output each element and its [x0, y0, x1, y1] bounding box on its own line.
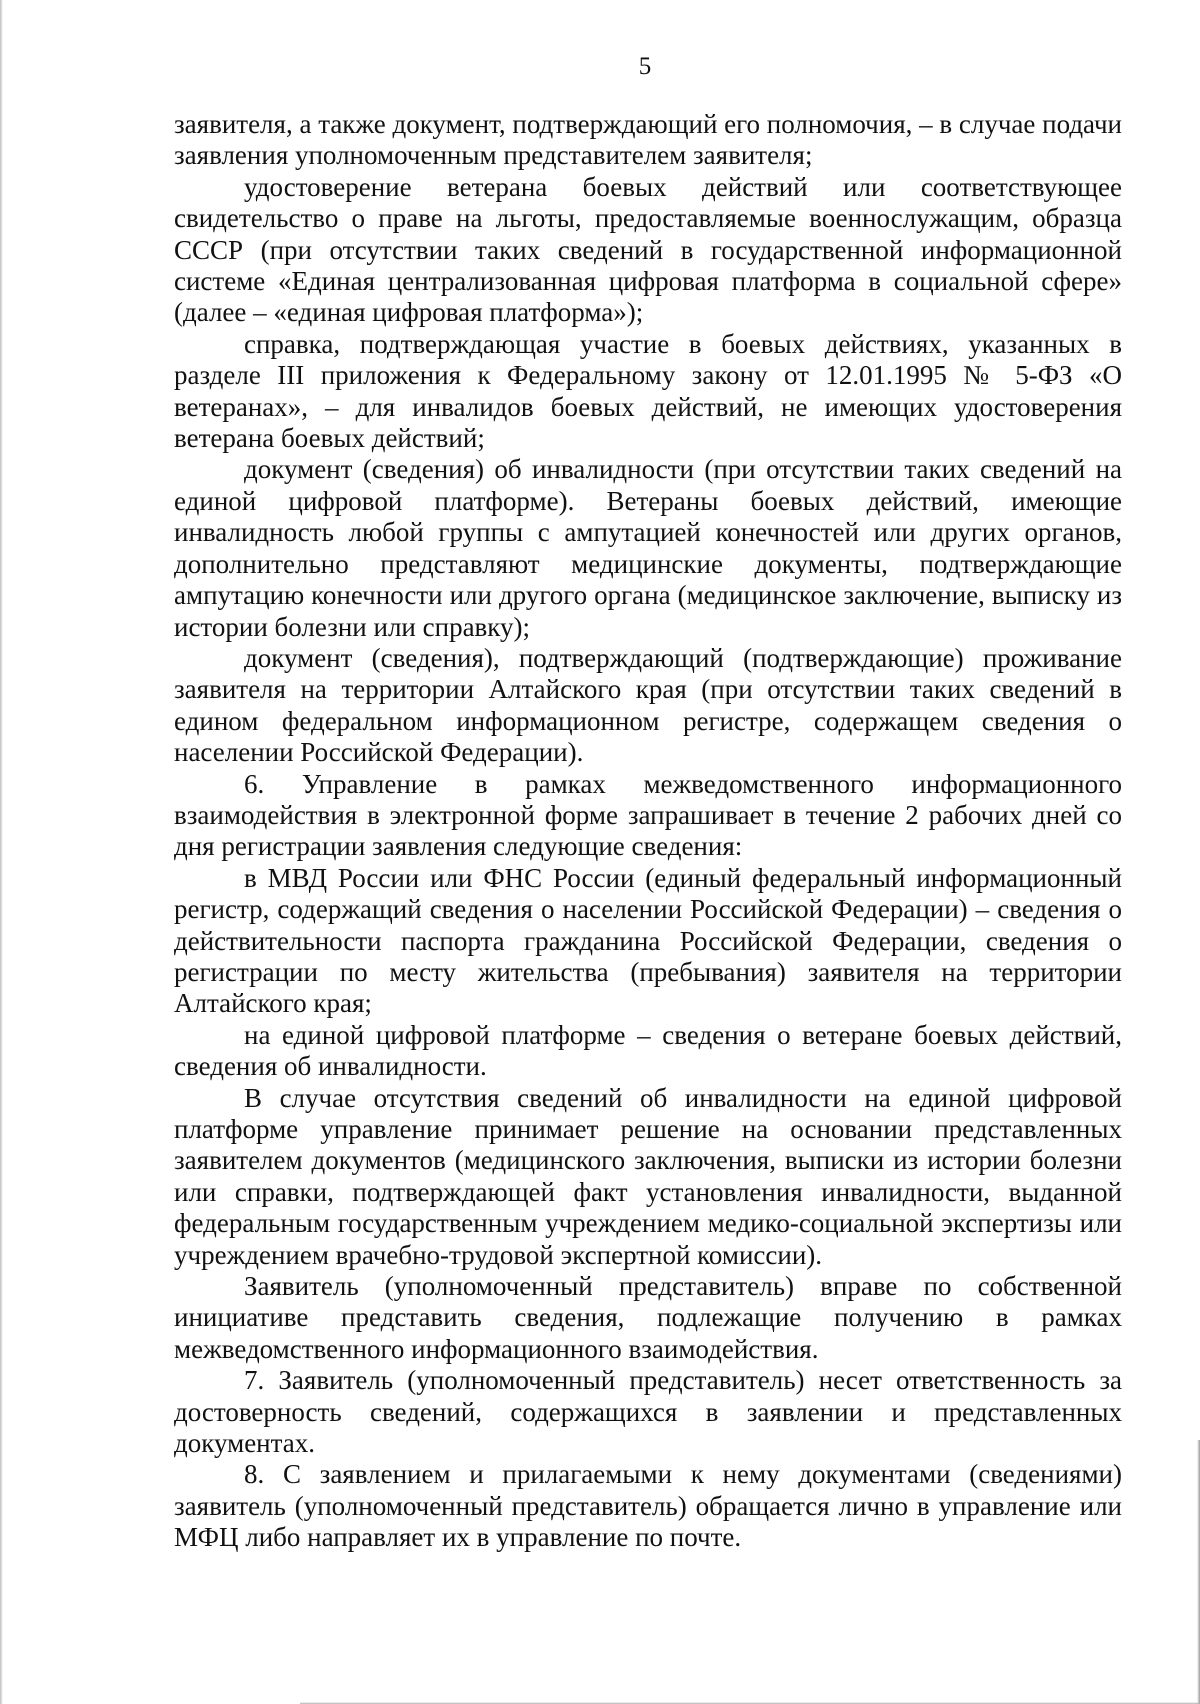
document-body: [174, 109, 1122, 1554]
paragraph-clause-8: 8. С заявлением и прилагаемыми к нему документами (сведениями) заявитель (уполномоченный представитель) обращается лично в управление или МФЦ либо направляет их в управление по почте.: [174, 1459, 1122, 1553]
paragraph-clause-7: 7. Заявитель (уполномоченный представитель) несет ответственность за достоверность сведений, содержащихся в заявлении и представленных документах.: [174, 1365, 1122, 1459]
paragraph-disability-document: документ (сведения) об инвалидности (при отсутствии таких сведений на единой цифровой платформе). Ветераны боевых действий, имеющие инвалидность любой группы с ампутацией конечностей или других органов, дополнительно представляют медицинские документы, подтверждающие ампутацию конечности или другого органа (медицинское заключение, выписку из истории болезни или справку);: [174, 454, 1122, 642]
paragraph-residence-document: документ (сведения), подтверждающий (подтверждающие) проживание заявителя на территории Алтайского края (при отсутствии таких сведений в едином федеральном информационном регистре, содержащем сведения о населении Российской Федерации).: [174, 642, 1122, 768]
paragraph-clause-6: 6. Управление в рамках межведомственного информационного взаимодействия в электронной форме запрашивает в течение 2 рабочих дней со дня регистрации заявления следующие сведения:: [174, 768, 1122, 862]
page-number: 5: [638, 53, 652, 80]
paragraph-applicant-authority: заявителя, а также документ, подтверждающий его полномочия, – в случае подачи заявления уполномоченным представителем заявителя;: [174, 109, 1122, 171]
paragraph-mvd-fns-request: в МВД России или ФНС России (единый федеральный информационный регистр, содержащий сведения о населении Российской Федерации) – сведения о действительности паспорта гражданина Российской Федерации, сведения о регистрации по месту жительства (пребывания) заявителя на территории Алтайского края;: [174, 862, 1122, 1019]
paragraph-combat-participation-certificate: справка, подтверждающая участие в боевых действиях, указанных в разделе III приложения к Федеральному закону от 12.01.1995 № 5-ФЗ «О ветеранах», – для инвалидов боевых действий, не имеющих удостоверения ветерана боевых действий;: [174, 328, 1122, 454]
paragraph-digital-platform-request: на единой цифровой платформе – сведения о ветеране боевых действий, сведения об инвалидности.: [174, 1019, 1122, 1082]
paragraph-own-initiative: Заявитель (уполномоченный представитель) вправе по собственной инициативе представить сведения, подлежащие получению в рамках межведомственного информационного взаимодействия.: [174, 1271, 1122, 1364]
paragraph-missing-disability-info: В случае отсутствия сведений об инвалидности на единой цифровой платформе управление принимает решение на основании представленных заявителем документов (медицинского заключения, выписки из истории болезни или справки, подтверждающей факт установления инвалидности, выданной федеральным государственным учреждением медико-социальной экспертизы или учреждением врачебно-трудовой экспертной комиссии).: [174, 1082, 1122, 1270]
paragraph-veteran-certificate: удостоверение ветерана боевых действий или соответствующее свидетельство о праве на льготы, предоставляемые военнослужащим, образца СССР (при отсутствии таких сведений в государственной информационной системе «Единая централизованная цифровая платформа в социальной сфере» (далее – «единая цифровая платформа»);: [174, 171, 1122, 328]
scan-left-edge: [0, 0, 3, 1704]
